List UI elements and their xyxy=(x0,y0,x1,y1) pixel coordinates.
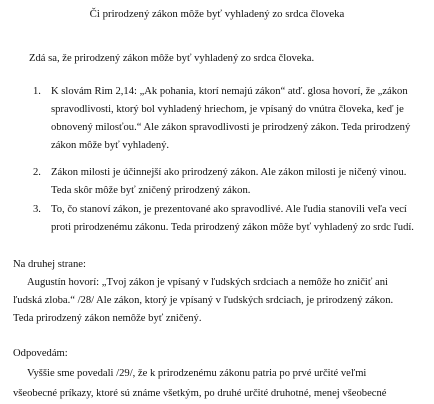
respondeo-line: Vyššie sme povedali /29/, že k prirodzenému zákonu patria po prvé určité veľmi xyxy=(27,368,367,379)
sed-contra-line: Augustín hovorí: „Tvoj zákon je vpísaný v ľudských srdciach a nemôže ho zničiť ani xyxy=(27,277,388,288)
objection-line: spravodlivosti, ktorý bol vyhladený hriechom, je vpísaný do vnútra človeka, keď je xyxy=(51,104,404,115)
respondeo-line: všeobecné príkazy, ktoré sú známe všetkým, po druhé určité druhotné, menej všeobecné xyxy=(13,388,387,399)
objection-line: Teda skôr môže byť zničený prirodzený zákon. xyxy=(51,185,251,196)
objection-line: proti prirodzenému zákonu. Teda prirodzený zákon môže byť vyhladený zo srdc ľudí. xyxy=(51,222,414,233)
question-text: Zdá sa, že prirodzený zákon môže byť vyhladený zo srdca človeka. xyxy=(29,53,315,64)
cut-mark: ' xyxy=(215,0,217,7)
respondeo-heading: Odpovedám: xyxy=(13,348,68,359)
sed-contra-heading: Na druhej strane: xyxy=(13,259,86,270)
objection-line: Zákon milosti je účinnejší ako prirodzený zákon. Ale zákon milosti je ničený vinou. xyxy=(51,167,407,178)
objection-number: 3. xyxy=(33,204,41,215)
sed-contra-line: Teda prirodzený zákon nemôže byť zničený. xyxy=(13,313,202,324)
objection-line: To, čo stanoví zákon, je prezentované ako spravodlivé. Ale ľudia stanovili veľa vecí xyxy=(51,204,407,215)
objection-number: 1. xyxy=(33,86,41,97)
objection-number: 2. xyxy=(33,167,41,178)
objection-line: obnovený milosťou.“ Ale zákon spravodlivosti je prirodzený zákon. Teda prirodzený xyxy=(51,122,411,133)
objection-line: zákon môže byť vyhladený. xyxy=(51,140,170,151)
document-title: Či prirodzený zákon môže byť vyhladený zo srdca človeka xyxy=(89,8,345,20)
sed-contra-line: ľudská zloba.“ /28/ Ale zákon, ktorý je vpísaný v ľudských srdciach, je prirodzený zákon. xyxy=(13,295,394,306)
objection-line: K slovám Rim 2,14: „Ak pohania, ktorí nemajú zákon“ atď. glosa hovorí, že „zákon xyxy=(51,86,408,97)
